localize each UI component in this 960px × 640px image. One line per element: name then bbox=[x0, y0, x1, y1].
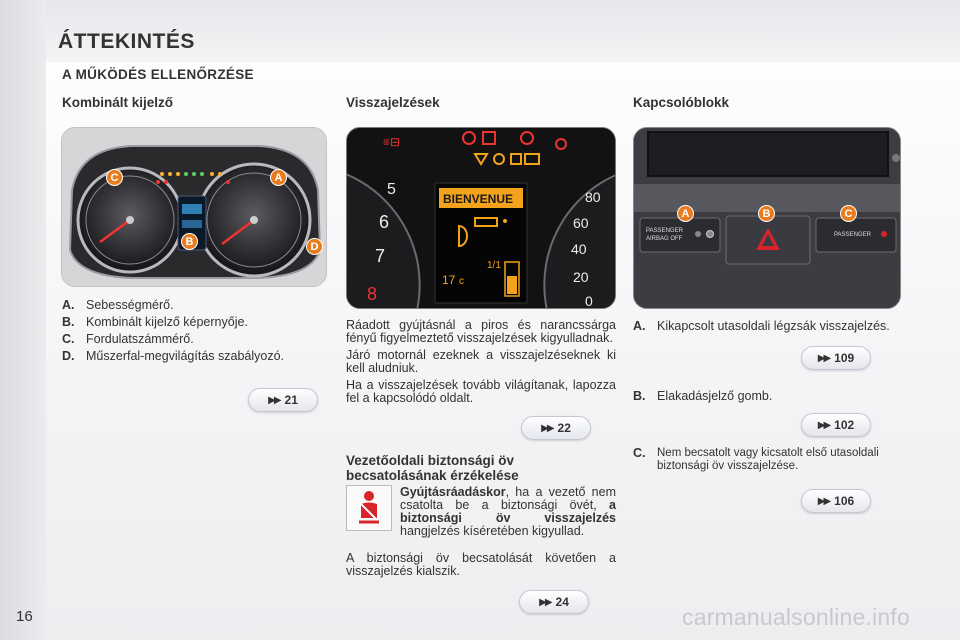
switch-item-a: A. Kikapcsolt utasoldali légzsák visszajelzés. bbox=[633, 319, 890, 333]
warning-lights-text: Ráadott gyújtásnál a piros és narancssárga fényű figyelmeztető visszajelzések kigyulladnak. Járó motornál ezeknek a visszajelzéseknek ki kell aludniuk. Ha a visszajelzések tovább világítanak, lapozza fel a kapcsolódó oldalt. bbox=[346, 318, 616, 405]
page-ref-link-21[interactable]: ▶▶ 21 bbox=[248, 388, 318, 412]
svg-text:≡⊟: ≡⊟ bbox=[383, 135, 401, 149]
col-title-combined-display: Kombinált kijelző bbox=[62, 95, 174, 110]
page-ref-link-22[interactable]: ▶▶ 22 bbox=[521, 416, 591, 440]
callout-b-switch: B bbox=[758, 205, 775, 222]
page-margin bbox=[0, 0, 46, 640]
callout-b-cluster: B bbox=[181, 233, 198, 250]
page-ref-link-102[interactable]: ▶▶ 102 bbox=[801, 413, 871, 437]
list-item: A. Sebességmérő. bbox=[62, 298, 174, 312]
callout-c-switch: C bbox=[840, 205, 857, 222]
display-temperature: 17 bbox=[442, 273, 456, 287]
col-title-switch-block: Kapcsolóblokk bbox=[633, 95, 730, 110]
gauge-right-tick-60: 60 bbox=[573, 215, 589, 231]
callout-c-cluster: C bbox=[106, 169, 123, 186]
list-item: B. Kombinált kijelző képernyője. bbox=[62, 315, 248, 329]
display-banner: BIENVENUE bbox=[443, 192, 514, 206]
fast-forward-icon: ▶▶ bbox=[539, 596, 551, 608]
page-title: ÁTTEKINTÉS bbox=[58, 30, 195, 53]
gauge-right-tick-20: 20 bbox=[573, 269, 589, 285]
gauge-right-tick-0: 0 bbox=[585, 293, 593, 309]
instrument-cluster-illustration bbox=[62, 128, 327, 287]
fast-forward-icon: ▶▶ bbox=[817, 352, 830, 364]
warning-lights-illustration bbox=[347, 128, 616, 309]
switch-label-passenger: PASSENGER bbox=[646, 228, 683, 234]
gauge-left-tick-8: 8 bbox=[367, 284, 378, 304]
warning-lights-photo bbox=[346, 127, 616, 309]
watermark-text: carmanualsonline.info bbox=[682, 604, 910, 630]
page-number: 16 bbox=[16, 608, 33, 625]
fast-forward-icon: ▶▶ bbox=[268, 394, 280, 406]
fast-forward-icon: ▶▶ bbox=[817, 419, 830, 431]
seatbelt-subtitle: Vezetőoldali biztonsági öv becsatolásának érzékelése bbox=[346, 453, 519, 483]
switch-label-passenger-belt: PASSENGER bbox=[834, 232, 871, 238]
callout-d-cluster: D bbox=[306, 238, 323, 255]
display-fraction: 1/1 bbox=[487, 260, 501, 271]
gauge-right-tick-80: 80 bbox=[585, 189, 601, 205]
page-ref-link-24[interactable]: ▶▶ 24 bbox=[519, 590, 589, 614]
col-title-warning-lights: Visszajelzések bbox=[346, 95, 440, 110]
fast-forward-icon: ▶▶ bbox=[817, 495, 830, 507]
gauge-left-tick-7: 7 bbox=[375, 246, 386, 266]
gauge-left-tick-6: 6 bbox=[379, 212, 390, 232]
list-item: C. Fordulatszámmérő. bbox=[62, 332, 194, 346]
gauge-right-tick-40: 40 bbox=[571, 241, 587, 257]
page-ref-link-109[interactable]: ▶▶ 109 bbox=[801, 346, 871, 370]
switch-item-b: B. Elakadásjelző gomb. bbox=[633, 389, 773, 403]
cluster-legend-list bbox=[62, 297, 332, 365]
display-temperature-unit: c bbox=[459, 276, 464, 287]
page-ref-link-106[interactable]: ▶▶ 106 bbox=[801, 489, 871, 513]
seatbelt-lead-text: Gyújtásráadáskor, ha a vezető nem csatolta be a biztonsági övét, a biztonsági öv visszajelzés hangjelzés kíséretében kigyullad. bbox=[400, 485, 616, 538]
seatbelt-warning-icon bbox=[346, 485, 392, 531]
gauge-left-tick-5: 5 bbox=[387, 181, 396, 198]
fast-forward-icon: ▶▶ bbox=[541, 422, 553, 434]
seatbelt-after-text: A biztonsági öv becsatolását követően a visszajelzés kialszik. bbox=[346, 551, 616, 578]
callout-a-cluster: A bbox=[270, 169, 287, 186]
list-item: D. Műszerfal-megvilágítás szabályozó. bbox=[62, 349, 284, 363]
instrument-cluster-photo bbox=[61, 127, 327, 287]
switch-label-airbag-off: AIRBAG OFF bbox=[646, 236, 683, 242]
callout-a-switch: A bbox=[677, 205, 694, 222]
switch-item-c: C. Nem becsatolt vagy kicsatolt első utasoldali biztonsági öv visszajelzése. bbox=[633, 446, 879, 472]
section-title: A MŰKÖDÉS ELLENŐRZÉSE bbox=[62, 67, 254, 82]
